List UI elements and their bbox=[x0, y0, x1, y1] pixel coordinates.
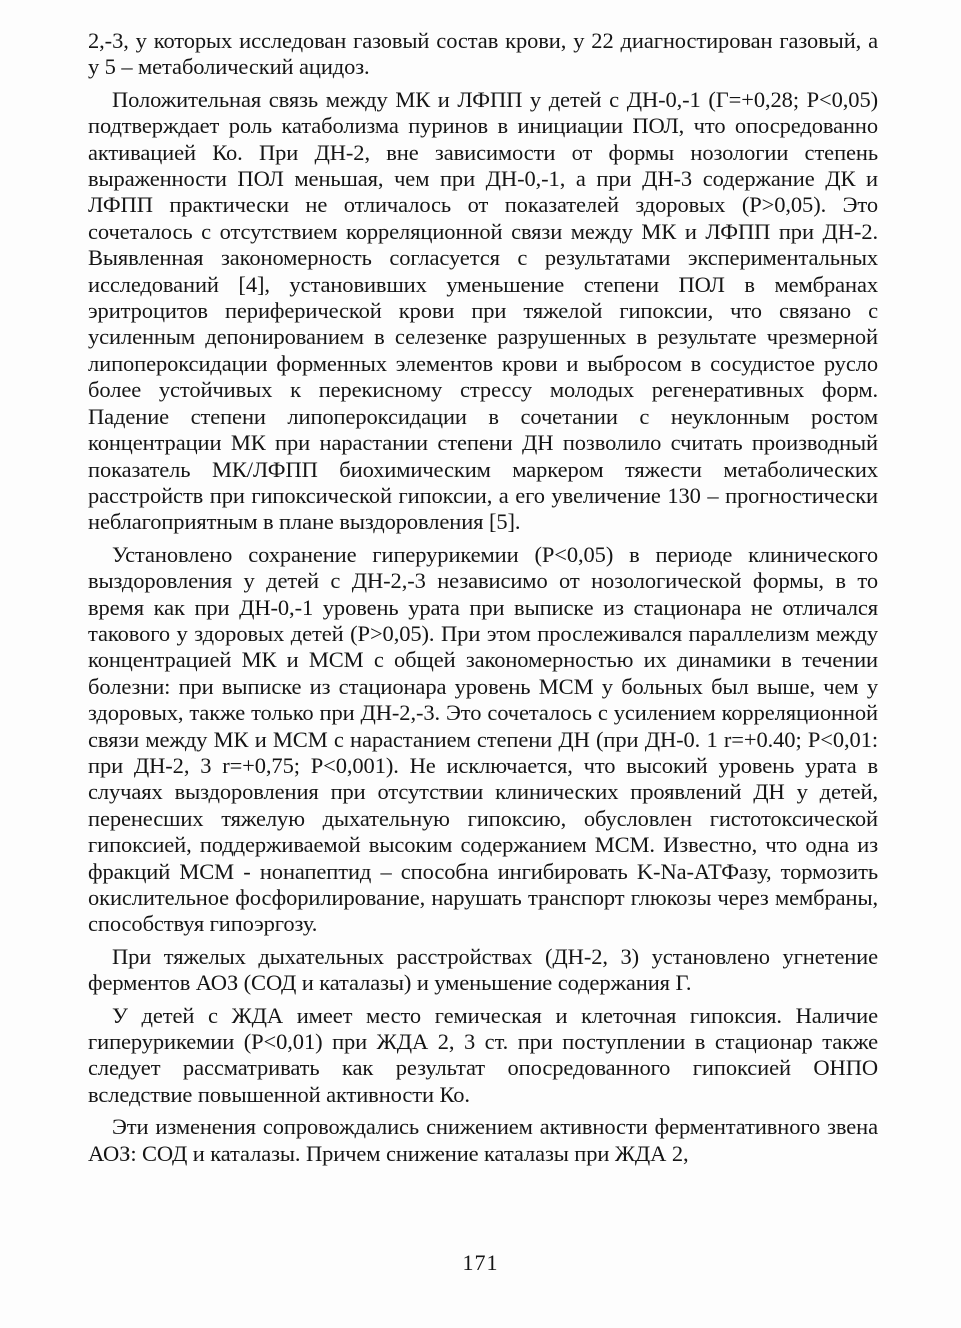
paragraph: При тяжелых дыхательных расстройствах (ДН-2, 3) установлено угнетение ферментов АОЗ (СОД и каталазы) и уменьшение содержания Г. bbox=[88, 943, 878, 996]
page-number: 171 bbox=[462, 1250, 499, 1275]
paragraph-continuation: 2,-3, у которых исследован газовый состав крови, у 22 диагностирован газовый, а у 5 – метаболический ацидоз. bbox=[88, 28, 878, 80]
paragraph: Положительная связь между МК и ЛФПП у детей с ДН-0,-1 (Г=+0,28; Р<0,05) подтверждает роль катаболизма пуринов в инициации ПОЛ, что опосредованно активацией Ко. При ДН-2, вне зависимости от формы нозологии степень выраженности ПОЛ меньшая, чем при ДН-0,-1, а при ДН-3 содержание ДК и ЛФПП практически не отличалось от показателей здоровых (Р>0,05). Это сочеталось с отсутствием корреляционной связи между МК и ЛФПП при ДН-2. Выявленная закономерность согласуется с результатами экспериментальных исследований [4], установивших уменьшение степени ПОЛ в мембранах эритроцитов периферической крови при тяжелой гипоксии, что связано с усиленным депонированием в селезенке разрушенных в результате чрезмерной липопероксидации форменных элементов крови и выбросом в сосудистое русло более устойчивых к перекисному стрессу молодых регенеративных форм. Падение степени липопероксидации в сочетании с неуклонным ростом концентрации МК при нарастании степени ДН позволило считать производный показатель МК/ЛФПП биохимическим маркером тяжести метаболических расстройств при гипоксической гипоксии, а его увеличение 130 – прогностически неблагоприятным в плане выздоровления [5]. bbox=[88, 86, 878, 535]
paragraph: Установлено сохранение гиперурикемии (Р<0,05) в периоде клинического выздоровления у детей с ДН-2,-3 независимо от нозологической формы, в то время как при ДН-0,-1 уровень урата при выписке из стационара не отличался такового у здоровых детей (Р>0,05). При этом прослеживался параллелизм между концентрацией МК и МСМ с общей закономерностью их динамики в течении болезни: при выписке из стационара уровень МСМ у больных был выше, чем у здоровых, также только при ДН-2,-3. Это сочеталось с усилением корреляционной связи между МК и МСМ с нарастанием степени ДН (при ДН-0. 1 r=+0.40; Р<0,01: при ДН-2, 3 r=+0,75; Р<0,001). Не исключается, что высокий уровень урата в случаях выздоровления при отсутствии клинических проявлений ДН у детей, перенесших тяжелую дыхательную гипоксию, обусловлен гистотоксической гипоксией, поддерживаемой высоким содержанием МСМ. Известно, что одна из фракций МСМ - нонапептид – способна ингибировать K-Na-АТФазу, тормозить окислительное фосфорилирование, нарушать транспорт глюкозы через мембраны, способствуя гипоэргозу. bbox=[88, 541, 878, 937]
paragraph: У детей с ЖДА имеет место гемическая и клеточная гипоксия. Наличие гиперурикемии (Р<0,01) при ЖДА 2, 3 ст. при поступлении в стационар также следует рассматривать как результат опосредованного гипоксией ОНПО вследствие повышенной активности Ко. bbox=[88, 1002, 878, 1107]
body-text bbox=[88, 28, 878, 1173]
paragraph: Эти изменения сопровождались снижением активности ферментативного звена АОЗ: СОД и каталазы. Причем снижение каталазы при ЖДА 2, bbox=[88, 1114, 878, 1166]
